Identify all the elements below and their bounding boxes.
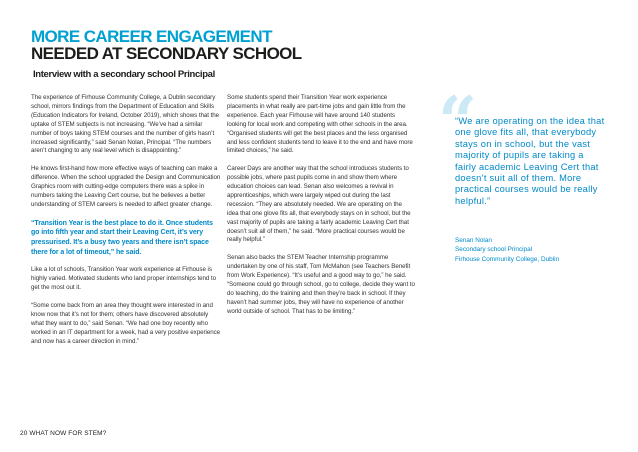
paragraph: He knows first-hand how more effective ways of teaching can make a difference. When the school upgraded the Design and Communication Graphics room with cutting-edge computers there was a spike in numbers taking the Leaving Cert course, but he believes a better understanding of STEM careers is needed to affect greater change.	[31, 165, 221, 208]
quote-name: Senan Nolan	[455, 237, 492, 244]
paragraph: Some students spend their Transition Year work experience placements in what really are part-time jobs and gain little from the experience. Each year Firhouse will have around 140 students looking for local work and competing with other schools in the area. “Organised students will get the best places and the less organised and less confident students tend to leave it to the end and have more limited choices,” he said.	[227, 94, 413, 155]
paragraph: “Some come back from an area they thought were interested in and know now that it’s not for them; others have discovered absolutely what they want to do,” said Senan. “We had one boy recently who worked in an IT department for a week, had a very positive experience and now has a career direction in mind.”	[31, 301, 221, 345]
quote-mark-icon: “	[438, 82, 478, 162]
quote-text: “We are operating on the idea that one glove fits all, that everybody stays on in school, but the vast majority of pupils are taking a fairly academic Leaving Cert that doesn’t suit all of them. More practical courses would be really helpful.”	[455, 116, 605, 206]
subheading: Interview with a secondary school Principal	[33, 69, 215, 80]
paragraph: Like a lot of schools, Transition Year work experience at Firhouse is highly varied. Motivated students who land proper internships tend to get the most out it.	[31, 266, 217, 292]
paragraph: Senan also backs the STEM Teacher Internship programme undertaken by one of his staff, Tom McMahon (see Teachers Benefit from Work Experience). “It’s useful and a good way to go,” he said. “Someone could go through school, go to college, decide they want to do teaching, do the training and then they’re back in school. If they haven’t had summer jobs, they will have no experience of another world outside of school. That has to be limiting.”	[227, 254, 415, 315]
quote-attribution	[455, 236, 615, 264]
heading-line-2: NEEDED AT SECONDARY SCHOOL	[31, 44, 302, 63]
heading-line-1: MORE CAREER ENGAGEMENT	[31, 27, 272, 46]
pull-quote: “Transition Year is the best place to do it. Once students go into fifth year and start their Leaving Cert, it’s very pressurised. It’s a busy two years and there isn’t space there for a lot of timeout,” he said.	[31, 219, 213, 256]
quote-role: Secondary school Principal	[455, 246, 533, 254]
page-footer: 20 WHAT NOW FOR STEM?	[20, 430, 107, 437]
article-column-2	[227, 94, 415, 326]
quote-org: Firhouse Community College, Dublin	[455, 255, 560, 263]
paragraph: The experience of Firhouse Community College, a Dublin secondary school, mirrors findings from the Department of Education and Skills (Education Indicators for Ireland, October 2019), which shows that the uptake of STEM subjects is not increasing. “We’ve had a similar number of boys taking STEM courses and the number of girls hasn’t increased significantly,” said Senan Nolan, Principal. “The numbers aren’t changing to any real level which is disappointing.”	[31, 94, 220, 155]
article-column-1	[31, 94, 221, 355]
paragraph: Career Days are another way that the school introduces students to possible jobs, where past pupils come in and show them where education choices can lead. Senan also welcomes a revival in apprenticeships, which were largely wiped out during the last recession. “They are absolutely needed. We are operating on the idea that one glove fits all, that everybody stays on in school, but the vast majority of pupils are taking a fairly academic Leaving Cert that doesn’t suit all of them,” he said. “More practical courses would be really helpful.”	[227, 165, 411, 244]
